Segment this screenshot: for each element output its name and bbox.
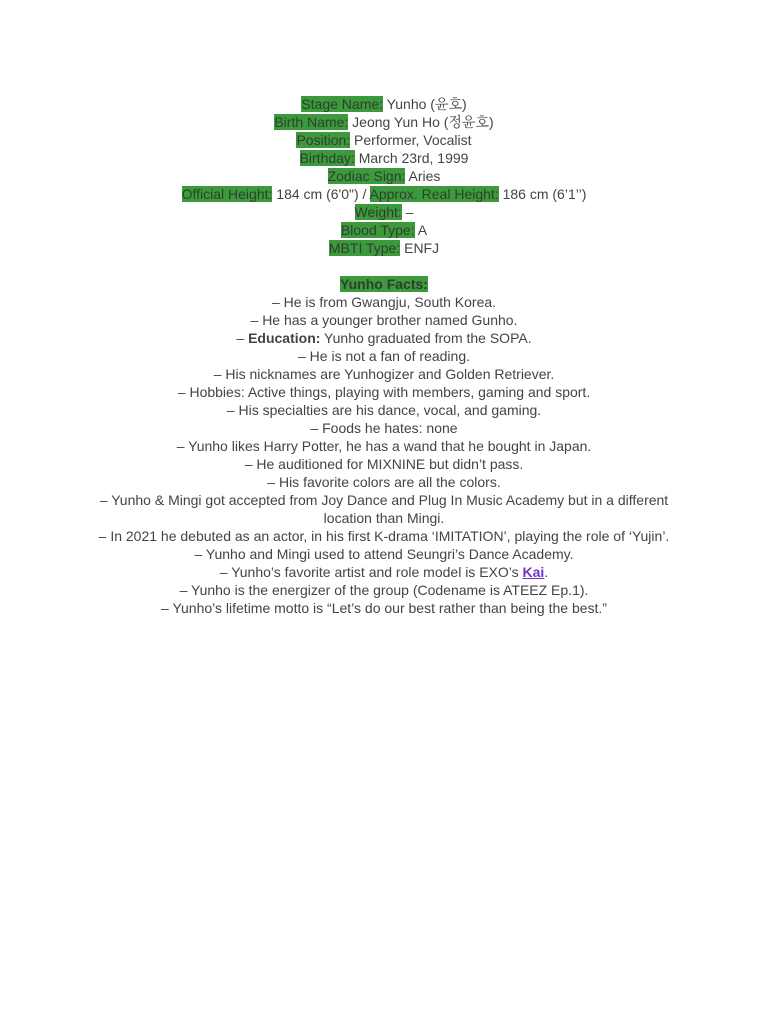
- fact-item: – Yunho is the energizer of the group (Codename is ATEEZ Ep.1).: [179, 582, 589, 598]
- fact-item: – Yunho & Mingi got accepted from Joy Dance and Plug In Music Academy but in a different location than Mingi.: [99, 492, 669, 526]
- profile-label: Birth Name:: [274, 114, 349, 130]
- profile-value: Yunho (윤호): [383, 96, 467, 112]
- fact-item: – His specialties are his dance, vocal, and gaming.: [226, 402, 542, 418]
- profile-document: [92, 95, 676, 617]
- fact-item: – He is not a fan of reading.: [298, 348, 470, 364]
- profile-label: Stage Name:: [301, 96, 384, 112]
- profile-value: –: [401, 204, 414, 220]
- profile-value: A: [414, 222, 428, 238]
- facts-heading: [92, 275, 676, 293]
- fact-item: – He has a younger brother named Gunho.: [250, 312, 518, 328]
- fact-bold-label: Education:: [248, 330, 321, 346]
- fact-item: – Yunho and Mingi used to attend Seungri’s Dance Academy.: [194, 546, 574, 562]
- profile-line-weight: [92, 203, 676, 221]
- profile-line-position: [92, 131, 676, 149]
- fact-prefix: –: [236, 330, 249, 346]
- fact-item: – He is from Gwangju, South Korea.: [271, 294, 497, 310]
- fact-item: – Hobbies: Active things, playing with members, gaming and sport.: [177, 384, 591, 400]
- profile-line-birthday: [92, 149, 676, 167]
- fact-item: – Foods he hates: none: [310, 420, 458, 436]
- fact-item-role-model: [92, 563, 676, 581]
- profile-value: ENFJ: [400, 240, 440, 256]
- profile-value: March 23rd, 1999: [354, 150, 469, 166]
- profile-value: Aries: [405, 168, 441, 184]
- fact-item: – His nicknames are Yunhogizer and Golden Retriever.: [213, 366, 555, 382]
- profile-line-stage-name: [92, 95, 676, 113]
- spacer: [92, 257, 676, 275]
- profile-label: Zodiac Sign:: [327, 168, 406, 184]
- fact-item: – Yunho likes Harry Potter, he has a wand that he bought in Japan.: [176, 438, 592, 454]
- profile-label: Birthday:: [299, 150, 355, 166]
- profile-value: Performer, Vocalist: [350, 132, 472, 148]
- fact-text: Yunho graduated from the SOPA.: [320, 330, 532, 346]
- kai-link[interactable]: Kai: [522, 564, 545, 580]
- fact-suffix: .: [544, 564, 549, 580]
- profile-line-zodiac: [92, 167, 676, 185]
- profile-value: Jeong Yun Ho (정윤호): [348, 114, 494, 130]
- profile-line-height: [92, 185, 676, 203]
- profile-value: 184 cm (6'0") /: [272, 186, 370, 202]
- fact-item-education: [92, 329, 676, 347]
- profile-label: MBTI Type:: [328, 240, 401, 256]
- profile-label: Blood Type:: [340, 222, 415, 238]
- fact-item: – He auditioned for MIXNINE but didn’t pass.: [244, 456, 524, 472]
- profile-label: Approx. Real Height:: [369, 186, 499, 202]
- profile-line-birth-name: [92, 113, 676, 131]
- fact-item: – His favorite colors are all the colors.: [267, 474, 501, 490]
- profile-label: Official Height:: [181, 186, 273, 202]
- profile-label: Weight:: [354, 204, 402, 220]
- profile-label: Position:: [296, 132, 351, 148]
- facts-title: Yunho Facts:: [340, 276, 428, 292]
- fact-item: – Yunho’s lifetime motto is “Let’s do our best rather than being the best.”: [161, 600, 607, 616]
- profile-value: 186 cm (6’1’’): [498, 186, 587, 202]
- profile-line-mbti: [92, 239, 676, 257]
- fact-text: – Yunho’s favorite artist and role model is EXO’s: [219, 564, 523, 580]
- profile-line-blood-type: [92, 221, 676, 239]
- fact-item: – In 2021 he debuted as an actor, in his first K-drama ‘IMITATION’, playing the role of ‘Yujin’.: [98, 528, 670, 544]
